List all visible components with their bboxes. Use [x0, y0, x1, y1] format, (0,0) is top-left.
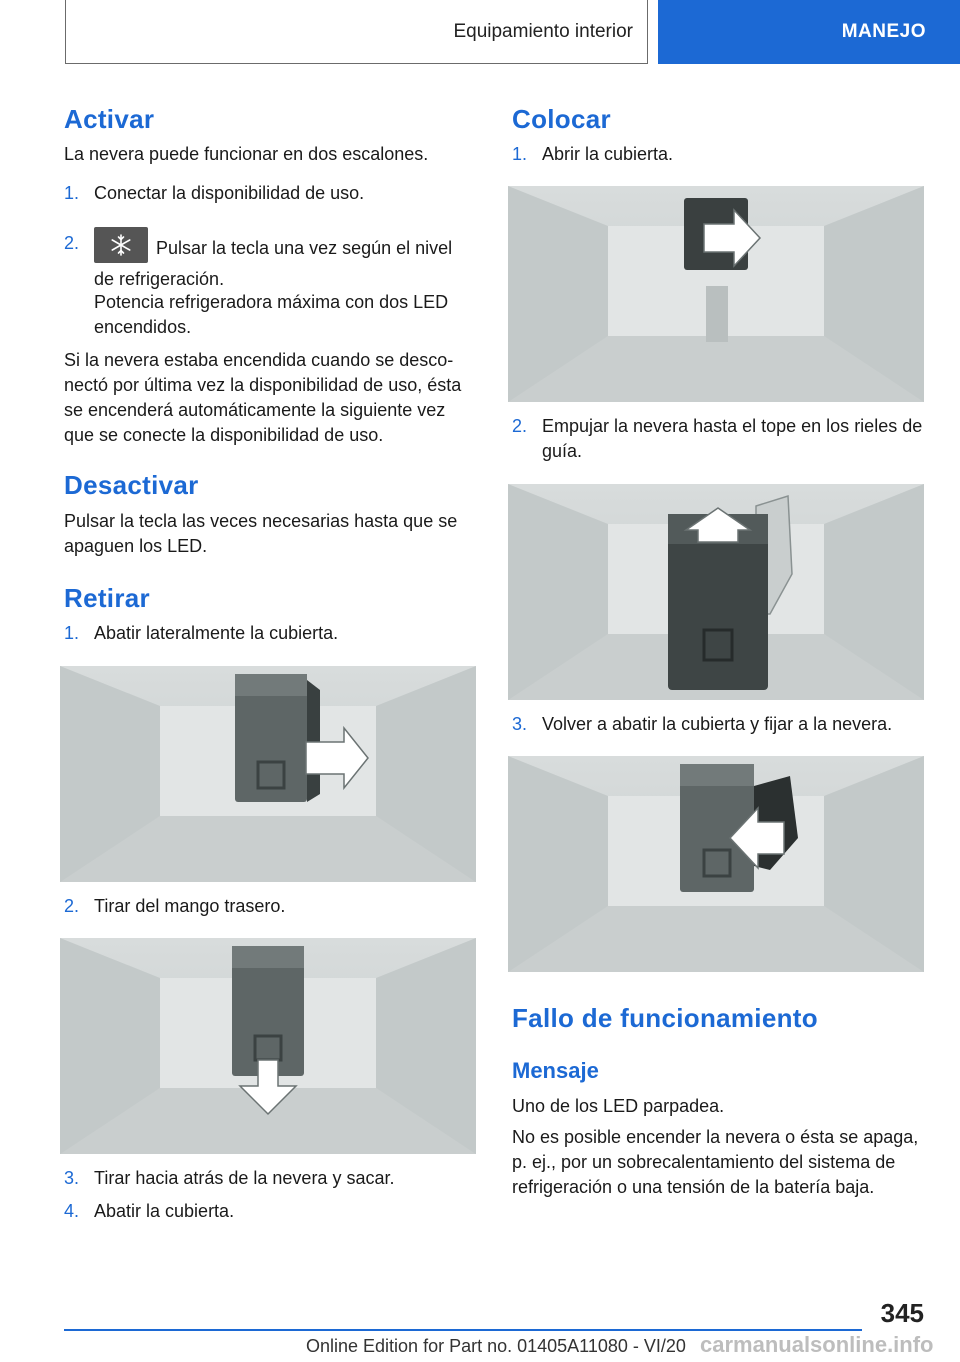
- activar-heading: Activar: [64, 104, 155, 134]
- activar-step-2: [64, 231, 476, 292]
- illustration-close-cover: [508, 756, 924, 972]
- step-number: 2.: [64, 896, 80, 916]
- step-text: Tirar hacia atrás de la nevera y sacar.: [94, 1168, 395, 1188]
- step-number: 4.: [64, 1201, 80, 1221]
- page-number: 345: [880, 1298, 924, 1328]
- step-number: 3.: [64, 1168, 80, 1188]
- step-text: Conectar la disponibilidad de uso.: [94, 183, 365, 203]
- mensaje-paragraph-1: Uno de los LED parpadea.: [512, 1096, 725, 1116]
- mensaje-heading: Mensaje: [512, 1058, 599, 1083]
- watermark: carmanualsonline.info: [700, 1332, 934, 1357]
- step-number: 3.: [512, 714, 528, 734]
- activar-step-1: [64, 181, 476, 206]
- header-section: [658, 0, 960, 64]
- step-text-wrap: [94, 231, 476, 292]
- illustration-pull-rear-handle: [60, 938, 476, 1154]
- fallo-heading: Fallo de funcionamiento: [512, 1003, 818, 1033]
- step-text: Volver a abatir la cubierta y fijar a la nevera.: [542, 714, 893, 734]
- step-text: Abatir la cubierta.: [94, 1201, 235, 1221]
- activar-paragraph: Si la nevera estaba encendida cuando se desconectó por última vez la disponibilidad de uso, ésta se encenderá automáticamente la siguiente vez que se conecte la disponibilidad de uso.: [64, 350, 462, 445]
- desactivar-heading: Desactivar: [64, 470, 199, 500]
- footer-divider: [64, 1329, 862, 1331]
- step-text: Abatir lateralmente la cubierta.: [94, 623, 339, 643]
- colocar-heading: Colocar: [512, 104, 611, 134]
- section-title: MANEJO: [841, 21, 926, 42]
- illustration-push-onto-rails: [508, 484, 924, 700]
- chapter-title: Equipamiento interior: [453, 20, 633, 42]
- mensaje-paragraph-2: No es posible encender la nevera o ésta se apaga, p. ej., por un sobrecalentamiento del sistema de refrigeración o una tensión de la batería baja.: [512, 1127, 919, 1197]
- step-number: 2.: [64, 233, 80, 253]
- step-text: Tirar del mango trasero.: [94, 896, 286, 916]
- retirar-step-2: [64, 894, 476, 919]
- snowflake-icon: [94, 227, 148, 263]
- step-number: 2.: [512, 416, 528, 436]
- retirar-step-3: [64, 1166, 476, 1191]
- colocar-step-3: [512, 712, 924, 737]
- retirar-step-1: [64, 621, 476, 646]
- retirar-step-4: [64, 1199, 476, 1224]
- step-number: 1.: [64, 623, 80, 643]
- activar-intro: La nevera puede funcionar en dos escalones.: [64, 144, 429, 164]
- step-text: Pulsar la tecla una vez según el nivel de refrigeración.: [94, 237, 453, 289]
- illustration-open-cover: [508, 186, 924, 402]
- step-number: 1.: [512, 144, 528, 164]
- colocar-step-2: [512, 414, 924, 464]
- header-chapter: [65, 0, 648, 64]
- step-number: 1.: [64, 183, 80, 203]
- footer-edition: Online Edition for Part no. 01405A11080 - VI/20: [306, 1336, 686, 1356]
- step-text: Abrir la cubierta.: [542, 144, 674, 164]
- retirar-heading: Retirar: [64, 583, 150, 613]
- colocar-step-1: [512, 142, 924, 167]
- activar-step2-note: Potencia refrigeradora máxima con dos LED encendidos.: [94, 292, 449, 337]
- illustration-open-cover-side: [60, 666, 476, 882]
- step-text: Empujar la nevera hasta el tope en los rieles de guía.: [542, 416, 923, 461]
- desactivar-paragraph: Pulsar la tecla las veces necesarias hasta que se apaguen los LED.: [64, 511, 458, 556]
